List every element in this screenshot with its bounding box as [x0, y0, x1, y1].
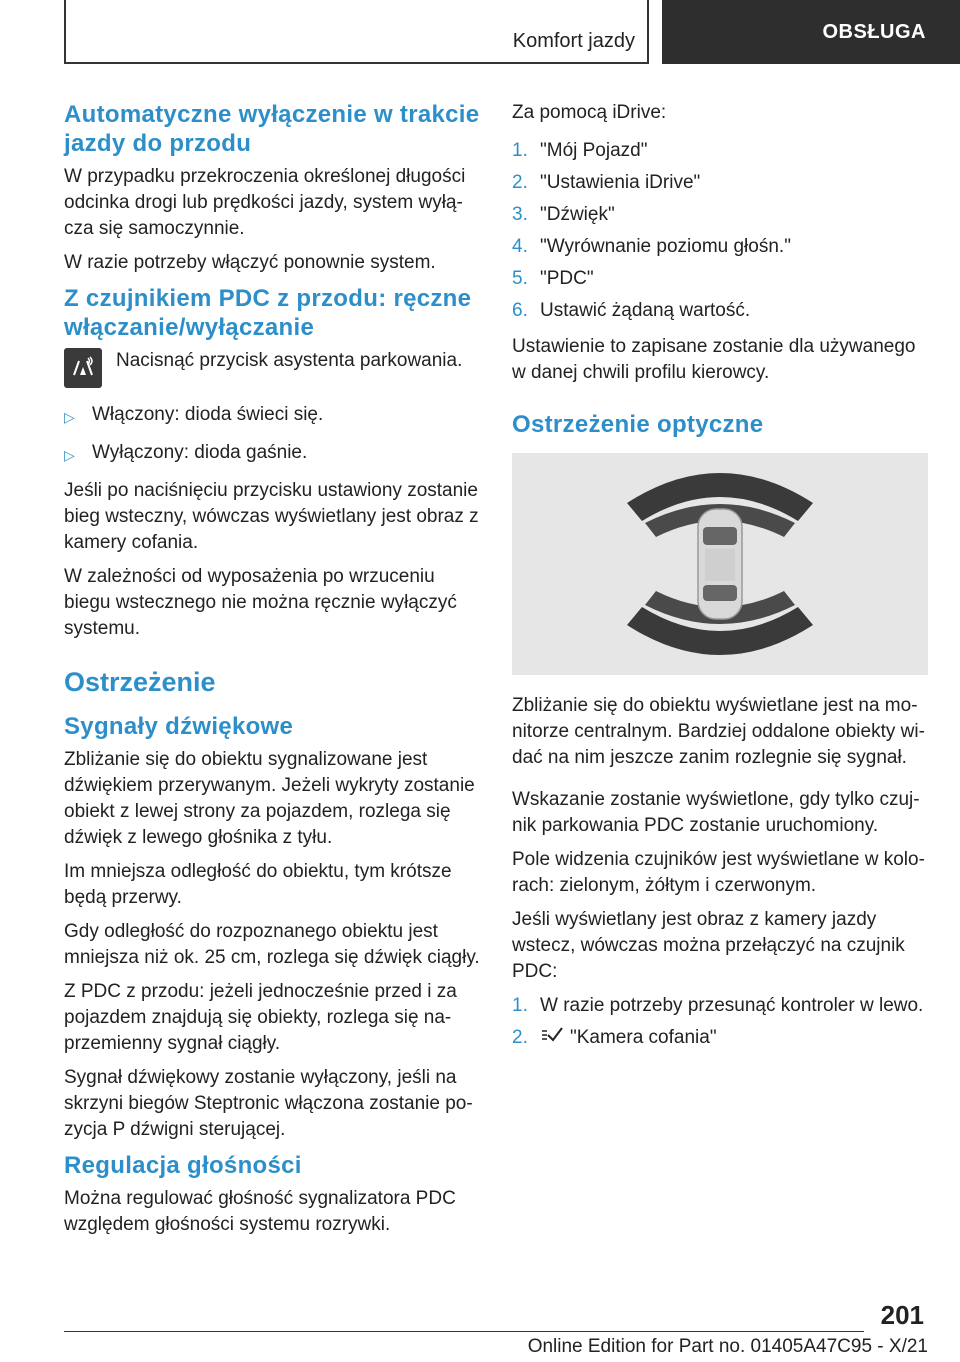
list-item: 1. "Mój Pojazd" — [512, 140, 648, 161]
paragraph: Wskazanie zostanie wyświetlone, gdy tylko czuj-nik parkowania PDC zostanie uruchomiony. — [512, 789, 920, 836]
press-button-row — [64, 348, 480, 388]
bullet-item — [64, 440, 480, 468]
paragraph: Sygnał dźwiękowy zostanie wyłączony, jeśli na skrzyni biegów Steptronic włączona zostanie po-zycja P dźwigni sterującej. — [64, 1067, 473, 1140]
camera-steps-list — [512, 993, 928, 1053]
paragraph: Jeśli wyświetlany jest obraz z kamery jazdy wstecz, wówczas można przełączyć na czujnik PDC: — [512, 909, 905, 982]
paragraph: Pole widzenia czujników jest wyświetlane w kolo-rach: zielonym, żółtym i czerwonym. — [512, 849, 925, 896]
bullet-text: Włączony: dioda świeci się. — [92, 404, 324, 425]
pdc-visual-warning-image — [512, 453, 928, 675]
heading-volume: Regulacja głośności — [64, 1152, 302, 1179]
paragraph: Ustawienie to zapisane zostanie dla używanego w danej chwili profilu kierowcy. — [512, 336, 916, 383]
list-item: 6. Ustawić żądaną wartość. — [512, 300, 751, 321]
paragraph: W razie potrzeby włączyć ponownie system. — [64, 252, 436, 273]
list-item: 2. "Ustawienia iDrive" — [512, 172, 701, 193]
heading-visual: Ostrzeżenie optyczne — [512, 411, 764, 438]
press-button-text: Nacisnąć przycisk asystenta parkowania. — [116, 350, 463, 371]
parking-assist-button-icon — [64, 348, 102, 388]
list-item: 2. "Kamera cofania" — [512, 1025, 928, 1053]
paragraph: Z PDC z przodu: jeżeli jednocześnie przed i za pojazdem znajdują się obiekty, rozlega się na-przemienny sygnał ciągły. — [64, 981, 457, 1054]
car-with-sensor-arcs-illustration — [512, 453, 928, 675]
paragraph: Gdy odległość do rozpoznanego obiektu jest mniejsza niż ok. 25 cm, rozlega się dźwięk ciągły. — [64, 921, 480, 968]
paragraph: Za pomocą iDrive: — [512, 102, 667, 123]
list-item: 5. "PDC" — [512, 268, 594, 289]
header-chapter: OBSŁUGA — [662, 0, 960, 64]
triangle-bullet-icon: ▷ — [64, 447, 75, 463]
camera-check-icon — [540, 1025, 570, 1053]
paragraph: Można regulować głośność sygnalizatora PDC względem głośności systemu rozrywki. — [64, 1188, 456, 1235]
paragraph: Zbliżanie się do obiektu wyświetlane jest na mo-nitorze centralnym. Bardziej oddalone obiekty wi-dać na nim jeszcze zanim rozlegnie się sygnał. — [512, 695, 925, 768]
heading-sound: Sygnały dźwiękowe — [64, 713, 294, 740]
bullet-item — [64, 402, 480, 430]
paragraph: W zależności od wyposażenia po wrzuceniu biegu wstecznego nie można ręcznie wyłączyć systemu. — [64, 566, 457, 639]
left-column — [64, 100, 480, 1246]
idrive-steps-list — [512, 138, 928, 324]
paragraph: Zbliżanie się do obiektu sygnalizowane jest dźwiękiem przerywanym. Jeżeli wykryty zostanie obiekt z lewej strony za pojazdem, rozlega się dźwięk z lewego głośnika z tyłu. — [64, 749, 475, 848]
paragraph: W przypadku przekroczenia określonej długości odcinka drogi lub prędkości jazdy, system wyłą-cza się samoczynnie. — [64, 166, 466, 239]
footer-divider — [64, 1331, 864, 1332]
list-item: 3. "Dźwięk" — [512, 204, 615, 225]
triangle-bullet-icon: ▷ — [64, 409, 75, 425]
list-item: 1. W razie potrzeby przesunąć kontroler w lewo. — [512, 995, 924, 1016]
edition-note: Online Edition for Part no. 01405A47C95 - X/21 — [527, 1336, 928, 1357]
heading-manual: Z czujnikiem PDC z przodu: ręczne włączanie/wyłączanie — [64, 285, 472, 341]
paragraph: Jeśli po naciśnięciu przycisku ustawiony zostanie bieg wsteczny, wówczas wyświetlany jest obraz z kamery cofania. — [64, 480, 479, 553]
bullet-text: Wyłączony: dioda gaśnie. — [92, 442, 308, 463]
header-section-box — [64, 0, 649, 64]
header-section: Komfort jazdy — [512, 30, 635, 52]
page-number: 201 — [880, 1300, 924, 1330]
right-column — [512, 100, 928, 1063]
list-item: 4. "Wyrównanie poziomu głośn." — [512, 236, 791, 257]
paragraph: Im mniejsza odległość do obiektu, tym krótsze będą przerwy. — [64, 861, 452, 908]
heading-auto-off: Automatyczne wyłączenie w trakcie jazdy do przodu — [64, 101, 480, 157]
heading-warning: Ostrzeżenie — [64, 667, 216, 697]
